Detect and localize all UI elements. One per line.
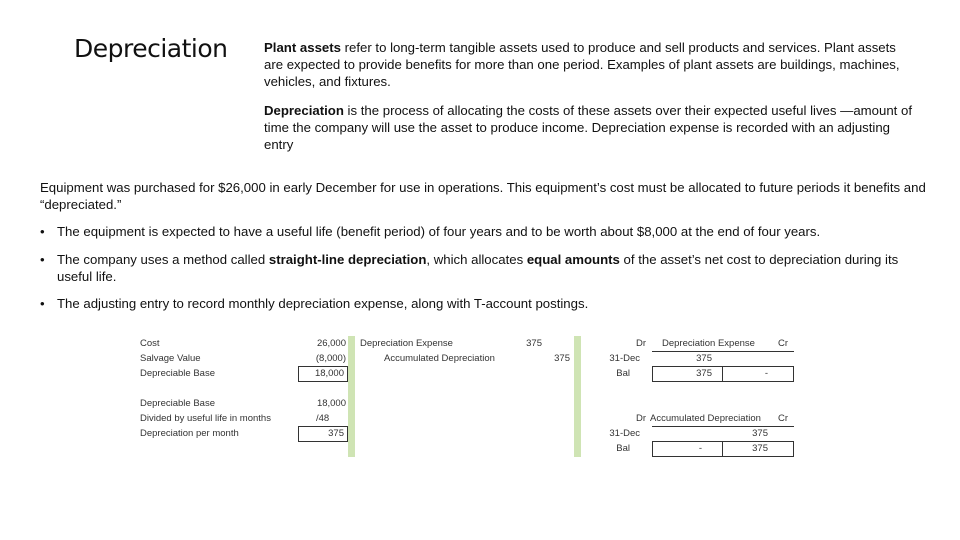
plant-assets-term: Plant assets — [264, 40, 341, 55]
t-account-rule — [652, 426, 794, 427]
depreciation-term: Depreciation — [264, 103, 344, 118]
depreciation-paragraph — [264, 102, 914, 153]
t1-dr-header: Dr — [636, 338, 647, 349]
journal-credit-account: Accumulated Depreciation — [384, 353, 495, 364]
calc-label: Divided by useful life in months — [140, 413, 271, 424]
bullet-text-part: of the asset’s net cost to depreciation during its useful life. — [57, 252, 899, 284]
t2-row-dr: - — [698, 443, 702, 454]
straight-line-term: straight-line depreciation — [268, 252, 427, 267]
calc-value: 26,000 — [316, 338, 346, 349]
calc-label: Cost — [140, 338, 160, 349]
t2-row-cr: 375 — [752, 443, 768, 454]
t2-row-cr: 375 — [752, 428, 768, 439]
t1-account-name: Depreciation Expense — [662, 338, 755, 349]
plant-assets-paragraph — [264, 39, 914, 90]
t2-cr-header: Cr — [778, 413, 789, 424]
journal-debit-amount: 375 — [526, 338, 542, 349]
bullet-text: The adjusting entry to record monthly depreciation expense, along with T-account postings. — [57, 296, 589, 311]
bullet-adjusting-entry — [40, 295, 935, 312]
calc-value: /48 — [316, 413, 330, 424]
t1-row-cr: - — [764, 368, 768, 379]
t2-row-label: 31-Dec — [609, 428, 640, 439]
bullet-useful-life — [40, 223, 935, 240]
journal-debit-account: Depreciation Expense — [360, 338, 453, 349]
bullet-text-part: , which allocates — [426, 252, 527, 267]
journal-credit-amount: 375 — [554, 353, 570, 364]
page-title: Depreciation — [74, 34, 228, 63]
column-separator — [348, 336, 355, 457]
calc-label: Depreciation per month — [140, 428, 239, 439]
t2-row-label: Bal — [616, 443, 630, 454]
bullet-dot-icon: • — [40, 252, 45, 267]
calc-label: Depreciable Base — [140, 398, 215, 409]
t1-row-label: Bal — [616, 368, 630, 379]
t1-cr-header: Cr — [778, 338, 789, 349]
calc-value: 18,000 — [316, 398, 346, 409]
calc-label: Depreciable Base — [140, 368, 215, 379]
calc-label: Salvage Value — [140, 353, 201, 364]
t1-row-label: 31-Dec — [609, 353, 640, 364]
bullet-text: The equipment is expected to have a useful life (benefit period) of four years and to be worth about $8,000 at the end of four years. — [57, 224, 821, 239]
bullet-text-part: The company uses a method called — [57, 252, 269, 267]
equal-amounts-term: equal amounts — [526, 252, 620, 267]
depreciation-text: is the process of allocating the costs of these assets over their expected useful lives —amount of time the company will use the asset to produce income. Depreciation expense is recorded with an adjusting entry — [264, 103, 912, 152]
t2-dr-header: Dr — [636, 413, 647, 424]
t-account-rule — [652, 351, 794, 352]
bullet-dot-icon: • — [40, 224, 45, 239]
equipment-paragraph: Equipment was purchased for $26,000 in early December for use in operations. This equipment’s cost must be allocated to future periods it benefits and “depreciated.” — [40, 180, 926, 212]
bullet-text — [57, 251, 935, 285]
depreciation-spreadsheet — [138, 336, 794, 457]
plant-assets-text: refer to long-term tangible assets used to produce and sell products and services. Plant assets are expected to provide benefits for more than one period. Examples of plant assets are buildings, machines, vehicles, and fixtures. — [264, 40, 900, 89]
bullet-straight-line — [40, 251, 935, 285]
bullet-dot-icon: • — [40, 296, 45, 311]
calc-value: 18,000 — [314, 368, 344, 379]
t1-row-dr: 375 — [696, 353, 712, 364]
calc-value: 375 — [328, 428, 344, 439]
t2-account-name: Accumulated Depreciation — [650, 413, 761, 424]
t1-row-dr: 375 — [696, 368, 712, 379]
calc-value: (8,000) — [315, 353, 346, 364]
